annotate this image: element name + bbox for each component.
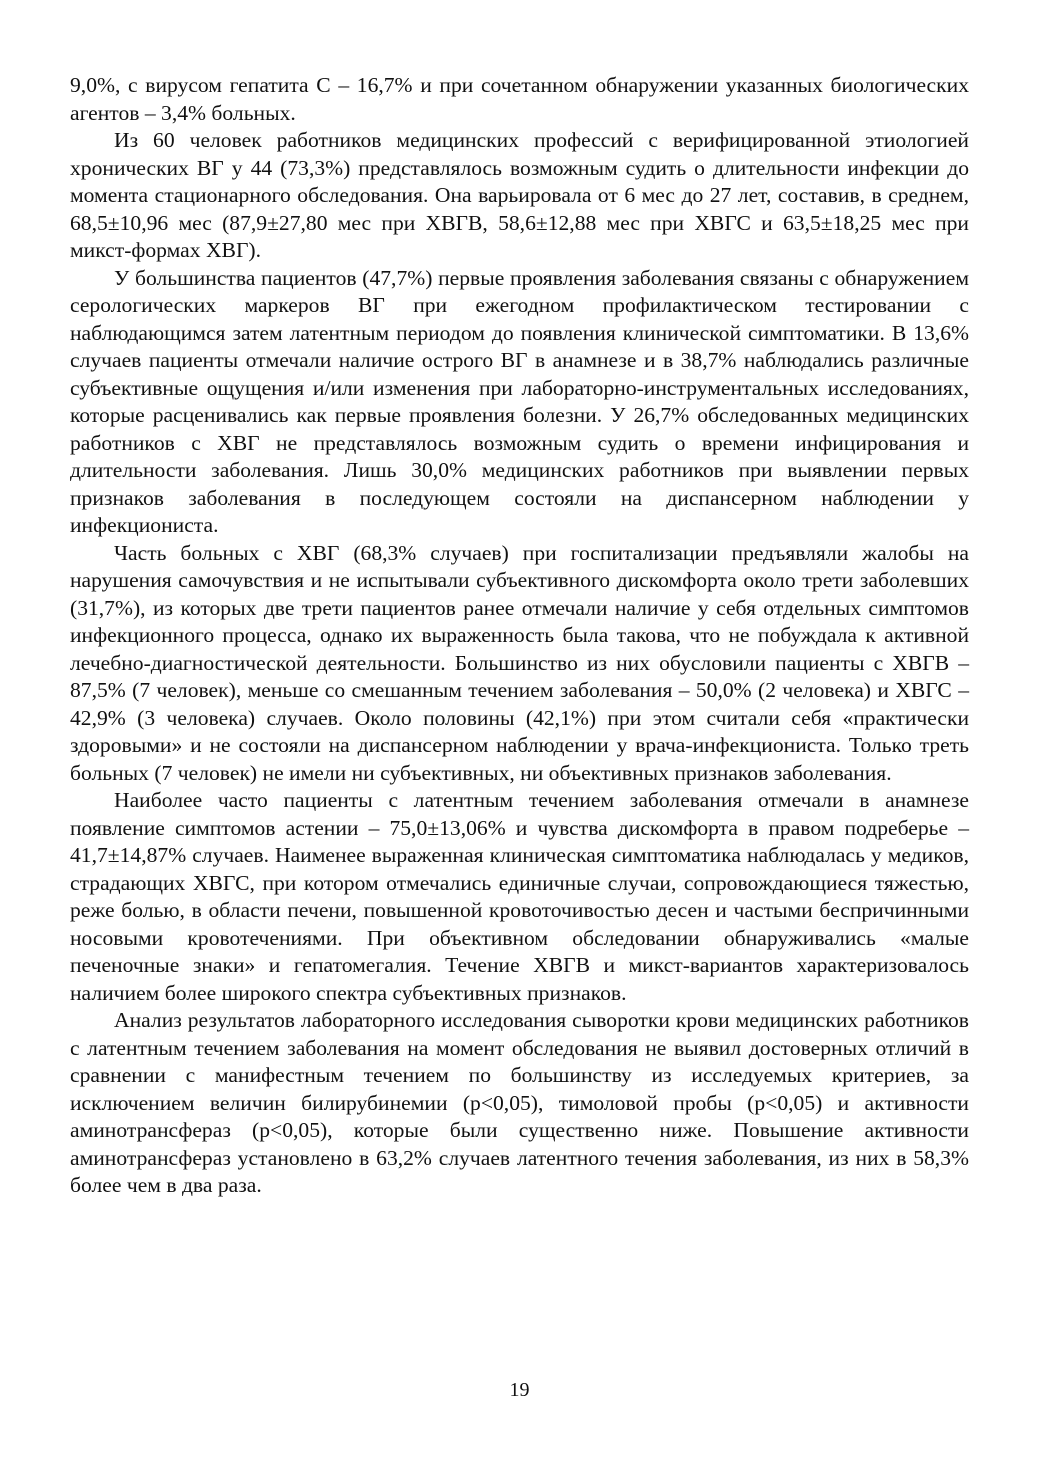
page-number: 19 [509,1379,530,1401]
paragraph-continuation: 9,0%, с вирусом гепатита С – 16,7% и при сочетанном обнаружении указанных биологических агентов – 3,4% больных. [70,73,969,125]
page-body [70,72,969,1200]
paragraph-latent-symptoms: Наиболее часто пациенты с латентным течением заболевания отмечали в анамнезе появление симптомов астении – 75,0±13,06% и чувства дискомфорта в правом подреберье – 41,7±14,87% случаев. Наименее выраженная клиническая симптоматика наблюдалась у медиков, страдающих ХВГС, при котором отмечались единичные случаи, сопровождающиеся тяжестью, реже болью, в области печени, повышенной кровоточивостью десен и частыми беспричинными носовыми кровотечениями. При объективном обследовании обнаруживались «малые печеночные знаки» и гепатомегалия. Течение ХВГВ и микст-вариантов характеризовалось наличием более широкого спектра субъективных признаков. [70,788,969,1005]
paragraph-complaints: Часть больных с ХВГ (68,3% случаев) при госпитализации предъявляли жалобы на нарушения самочувствия и не испытывали субъективного дискомфорта около трети заболевших (31,7%), из которых две трети пациентов ранее отмечали наличие у себя отдельных симптомов инфекционного процесса, однако их выраженность была такова, что не побуждала к активной лечебно-диагностической деятельности. Большинство из них обусловили пациенты с ХВГВ – 87,5% (7 человек), меньше со смешанным течением заболевания – 50,0% (2 человека) и ХВГС – 42,9% (3 человека) случаев. Около половины (42,1%) при этом считали себя «практически здоровыми» и не состояли на диспансерном наблюдении у врача-инфекциониста. Только треть больных (7 человек) не имели ни субъективных, ни объективных признаков заболевания. [70,540,969,785]
paragraph-infection-duration: Из 60 человек работников медицинских профессий с верифицированной этиологией хронических ВГ у 44 (73,3%) представлялось возможным судить о длительности инфекции до момента стационарного обследования. Она варьировала от 6 мес до 27 лет, составив, в среднем, 68,5±10,96 мес (87,9±27,80 мес при ХВГВ, 58,6±12,88 мес при ХВГС и 63,5±18,25 мес при микст-формах ХВГ). [70,128,969,262]
paragraph-lab-analysis: Анализ результатов лабораторного исследования сыворотки крови медицинских работников с латентным течением заболевания на момент обследования не выявил достоверных отличий в сравнении с манифестным течением по большинству из исследуемых критериев, за исключением величин билирубинемии (р<0,05), тимоловой пробы (р<0,05) и активности аминотрансфераз (р<0,05), которые были существенно ниже. Повышение активности аминотрансфераз установлено в 63,2% случаев латентного течения заболевания, из них в 58,3% более чем в два раза. [70,1008,969,1197]
paragraph-first-manifestations: У большинства пациентов (47,7%) первые проявления заболевания связаны с обнаружением серологических маркеров ВГ при ежегодном профилактическом тестировании с наблюдающимся затем латентным периодом до появления клинической симптоматики. В 13,6% случаев пациенты отмечали наличие острого ВГ в анамнезе и в 38,7% наблюдались различные субъективные ощущения и/или изменения при лабораторно-инструментальных исследованиях, которые расценивались как первые проявления болезни. У 26,7% обследованных медицинских работников с ХВГ не представлялось возможным судить о времени инфицирования и длительности заболевания. Лишь 30,0% медицинских работников при выявлении первых признаков заболевания в последующем состояли на диспансерном наблюдении у инфекциониста. [70,265,969,537]
